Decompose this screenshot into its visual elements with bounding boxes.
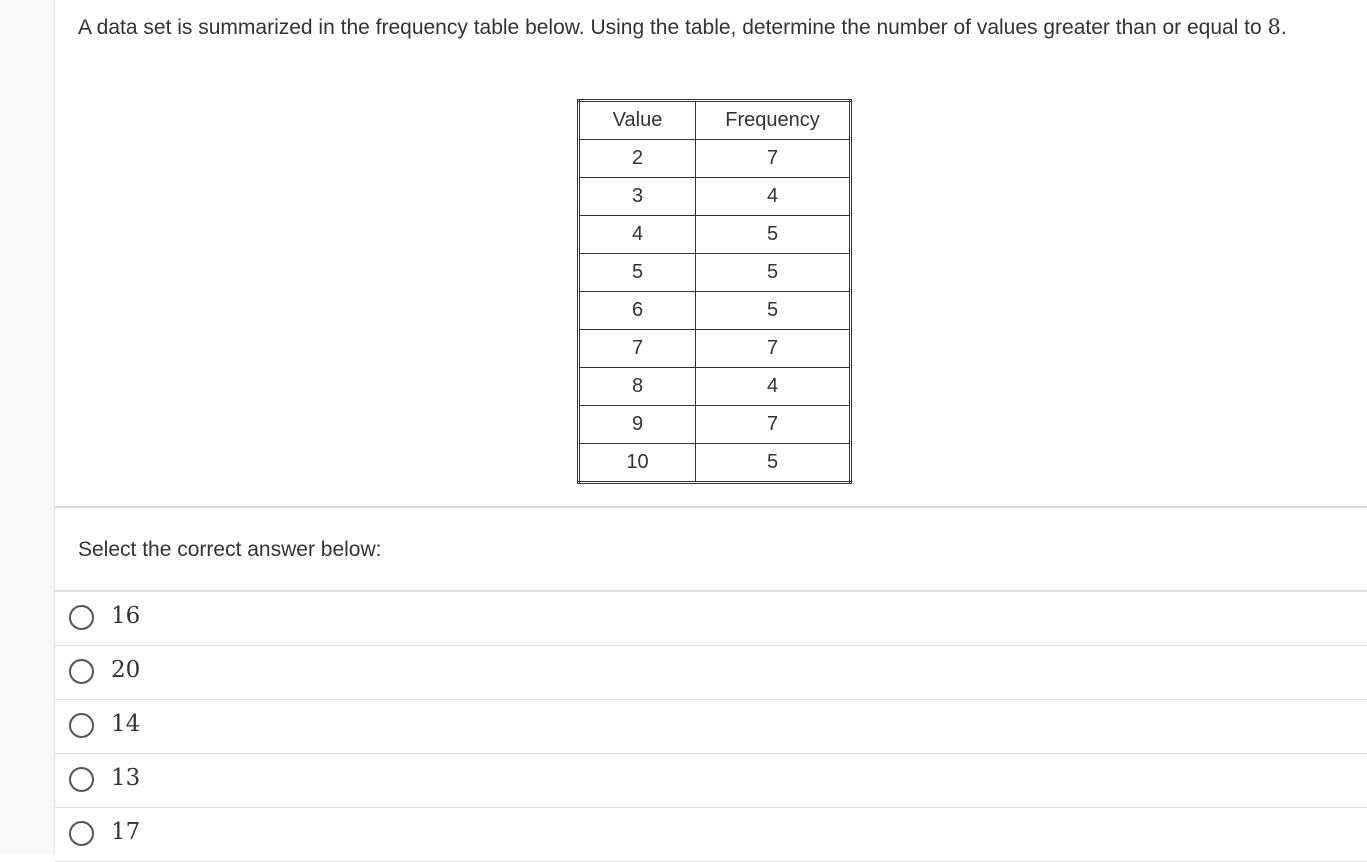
table-row xyxy=(579,444,851,483)
table-header-frequency: Frequency xyxy=(696,101,851,140)
table-cell-value: 8 xyxy=(579,368,696,406)
answer-choice-label[interactable]: 14 xyxy=(111,711,141,737)
answer-choice-label[interactable]: 20 xyxy=(111,657,141,683)
radio-button[interactable] xyxy=(69,659,94,684)
question-math-value: 8 xyxy=(1267,15,1281,39)
table-row xyxy=(579,292,851,330)
radio-button[interactable] xyxy=(69,605,94,630)
table-cell-frequency: 5 xyxy=(696,254,851,292)
table-cell-value: 10 xyxy=(579,444,696,483)
answer-choice-label[interactable]: 13 xyxy=(111,765,141,791)
table-row xyxy=(579,406,851,444)
answer-choice-label[interactable]: 17 xyxy=(111,819,141,845)
table-cell-value: 6 xyxy=(579,292,696,330)
left-gutter xyxy=(0,0,55,854)
answer-choice-2[interactable] xyxy=(55,646,1367,700)
section-divider xyxy=(55,506,1367,508)
table-cell-frequency: 5 xyxy=(696,216,851,254)
answer-choice-1[interactable] xyxy=(55,592,1367,646)
table-row xyxy=(579,254,851,292)
table-cell-frequency: 5 xyxy=(696,444,851,483)
table-cell-value: 9 xyxy=(579,406,696,444)
answer-prompt: Select the correct answer below: xyxy=(78,538,382,561)
table-cell-value: 3 xyxy=(579,178,696,216)
radio-button[interactable] xyxy=(69,821,94,846)
table-row xyxy=(579,140,851,178)
question-text xyxy=(78,11,1338,44)
question-panel xyxy=(55,0,1367,854)
table-cell-value: 4 xyxy=(579,216,696,254)
table-row xyxy=(579,178,851,216)
answer-choice-3[interactable] xyxy=(55,700,1367,754)
table-cell-value: 2 xyxy=(579,140,696,178)
answer-choice-4[interactable] xyxy=(55,754,1367,808)
table-cell-value: 5 xyxy=(579,254,696,292)
table-row xyxy=(579,330,851,368)
answer-choice-label[interactable]: 16 xyxy=(111,603,141,629)
table-cell-frequency: 4 xyxy=(696,368,851,406)
table-cell-frequency: 7 xyxy=(696,406,851,444)
answer-choices xyxy=(55,592,1367,862)
table-header-row xyxy=(579,101,851,140)
table-row xyxy=(579,368,851,406)
table-cell-frequency: 7 xyxy=(696,140,851,178)
radio-button[interactable] xyxy=(69,713,94,738)
question-text-after: . xyxy=(1280,16,1287,39)
question-text-before: A data set is summarized in the frequency table below. Using the table, determine the number of values greater than or equal to xyxy=(78,16,1268,39)
table-cell-frequency: 4 xyxy=(696,178,851,216)
table-header-value: Value xyxy=(579,101,696,140)
radio-button[interactable] xyxy=(69,767,94,792)
frequency-table xyxy=(577,99,852,484)
table-cell-frequency: 7 xyxy=(696,330,851,368)
table-cell-value: 7 xyxy=(579,330,696,368)
table-row xyxy=(579,216,851,254)
table-cell-frequency: 5 xyxy=(696,292,851,330)
